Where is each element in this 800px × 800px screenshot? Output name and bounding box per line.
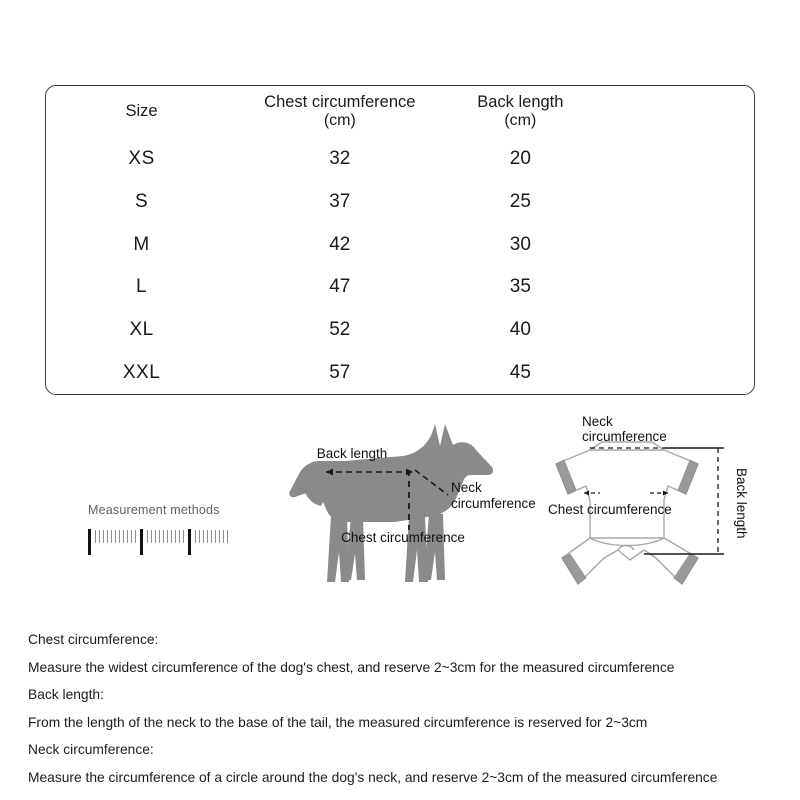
size-table-body bbox=[46, 138, 754, 394]
table-row bbox=[46, 181, 754, 224]
cell-size: XS bbox=[128, 148, 155, 170]
dog-back-length-label: Back length bbox=[316, 446, 388, 461]
measurement-notes bbox=[28, 626, 776, 791]
cell-chest: 57 bbox=[329, 361, 351, 383]
garment-neck-label-line1: Neck bbox=[582, 414, 613, 429]
note-neck-text: Measure the circumference of a circle around the dog's neck, and reserve 2~3cm of the measured circumference bbox=[28, 769, 718, 785]
table-row bbox=[46, 266, 754, 309]
cell-chest: 47 bbox=[329, 276, 351, 298]
cell-size: M bbox=[133, 233, 150, 255]
measurement-methods-block bbox=[88, 503, 248, 557]
dog-neck-label-line1: Neck bbox=[451, 480, 482, 495]
cell-spacer bbox=[598, 266, 754, 309]
garment-neck-label-line2: circumference bbox=[582, 429, 667, 444]
dog-diagram-svg bbox=[285, 412, 550, 602]
garment-back-length-label: Back length bbox=[734, 468, 749, 539]
size-chart-card bbox=[45, 85, 755, 395]
cell-chest: 37 bbox=[329, 190, 351, 212]
garment-cuff-shading bbox=[556, 460, 698, 584]
cell-chest: 32 bbox=[329, 148, 351, 170]
cell-size: XXL bbox=[122, 361, 161, 383]
dog-chest-label: Chest circumference bbox=[341, 530, 465, 545]
column-header-back-unit: (cm) bbox=[504, 112, 537, 130]
cell-spacer bbox=[598, 309, 754, 352]
size-table-header bbox=[46, 86, 754, 138]
garment-measurement-diagram bbox=[538, 408, 773, 603]
column-header-size: Size bbox=[125, 102, 158, 121]
cell-back: 45 bbox=[509, 361, 531, 383]
size-table bbox=[46, 86, 754, 394]
note-back-text: From the length of the neck to the base of the tail, the measured circumference is reserved for 2~3cm bbox=[28, 714, 648, 730]
note-neck-title: Neck circumference: bbox=[28, 742, 154, 757]
column-header-chest-label: Chest circumference bbox=[264, 92, 416, 111]
cell-back: 30 bbox=[509, 233, 531, 255]
table-row bbox=[46, 223, 754, 266]
cell-size: L bbox=[136, 276, 148, 298]
column-header-back bbox=[442, 86, 598, 138]
cell-spacer bbox=[598, 223, 754, 266]
cell-spacer bbox=[598, 351, 754, 394]
column-header-chest-unit: (cm) bbox=[323, 112, 356, 130]
garment-diagram-svg bbox=[538, 408, 773, 603]
table-row bbox=[46, 351, 754, 394]
note-chest-title: Chest circumference: bbox=[28, 632, 159, 647]
cell-chest: 52 bbox=[329, 318, 351, 340]
table-row bbox=[46, 138, 754, 181]
measurement-methods-title: Measurement methods bbox=[88, 503, 220, 517]
column-header-chest bbox=[237, 86, 442, 138]
garment-chest-measure bbox=[584, 491, 668, 496]
note-chest-text: Measure the widest circumference of the dog's chest, and reserve 2~3cm for the measured circumference bbox=[28, 659, 675, 675]
cell-chest: 42 bbox=[329, 233, 351, 255]
cell-back: 40 bbox=[509, 318, 531, 340]
note-back-title: Back length: bbox=[28, 687, 104, 702]
table-row bbox=[46, 309, 754, 352]
cell-spacer bbox=[598, 138, 754, 181]
dog-neck-label-line2: circumference bbox=[451, 496, 536, 511]
garment-chest-label: Chest circumference bbox=[548, 502, 672, 517]
cell-size: S bbox=[134, 190, 149, 212]
cell-size: XL bbox=[129, 318, 154, 340]
cell-back: 35 bbox=[509, 276, 531, 298]
ruler-icon bbox=[88, 529, 228, 557]
cell-back: 20 bbox=[509, 148, 531, 170]
dog-measurement-diagram bbox=[285, 412, 550, 602]
cell-back: 25 bbox=[509, 190, 531, 212]
cell-spacer bbox=[598, 181, 754, 224]
table-header-row bbox=[46, 86, 754, 138]
column-header-back-label: Back length bbox=[477, 92, 564, 111]
column-header-spacer bbox=[598, 86, 754, 138]
